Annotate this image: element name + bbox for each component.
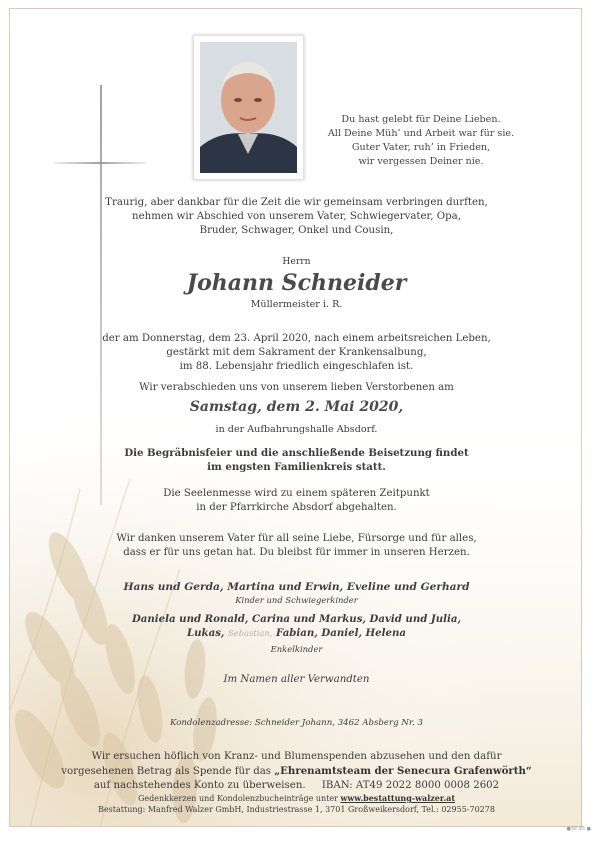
footer: Gedenkkerzen und Kondolenzbucheinträge unter www.bestattung-walzer.at Bestattung: Manfred Walzer GmbH, Industriestrasse 1, 3701 Großweikersdorf, Tel.: 02955-70278 xyxy=(10,793,582,815)
grandchild-name: Lukas, xyxy=(186,627,225,639)
thanks-text: Wir danken unserem Vater für all seine Liebe, Fürsorge und für alles, dass er für uns getan hat. Du bleibst für immer in unseren Herzen. xyxy=(116,533,477,558)
intro-text: Traurig, aber dankbar für die Zeit die wir gemeinsam verbringen durften, nehmen wir Abschied von unserem Vater, Schwiegervater, Opa, Bruder, Schwager, Onkel und Cousin, xyxy=(105,197,488,236)
farewell-text: Wir verabschieden uns von unserem lieben Verstorbenen am xyxy=(139,382,454,393)
print-code: ●SP 95 ● xyxy=(566,826,591,832)
website-link[interactable]: www.bestattung-walzer.at xyxy=(340,793,456,803)
grandchild-name: Fabian, Daniel, Helena xyxy=(276,627,407,639)
children-label: Kinder und Schwiegerkinder xyxy=(235,595,358,605)
poem-line: All Deine Müh’ und Arbeit war für sie. xyxy=(327,128,515,139)
obituary-page xyxy=(9,8,582,827)
grandchild-name-faded: Sebastian, xyxy=(228,628,273,638)
grandchildren-names: Daniela und Ronald, Carina und Markus, David und Julia, Lukas, Sebastian, Fabian, Daniel, Helena xyxy=(131,613,462,639)
salutation: Herrn xyxy=(282,256,311,267)
mass-notice: Die Seelenmesse wird zu einem späteren Zeitpunkt in der Pfarrkirche Absdorf abgehalten. xyxy=(163,488,430,513)
memorial-poem xyxy=(326,113,516,169)
farewell-place: in der Aufbahrungshalle Absdorf. xyxy=(215,424,378,435)
poem-line: Du hast gelebt für Deine Lieben. xyxy=(341,114,501,125)
condolence-address: Kondolenzadresse: Schneider Johann, 3462 Absberg Nr. 3 xyxy=(170,718,423,728)
iban: IBAN: AT49 2022 8000 0008 2602 xyxy=(321,780,500,791)
cross-horizontal-bar xyxy=(54,162,146,164)
children-names: Hans und Gerda, Martina und Erwin, Eveline und Gerhard xyxy=(123,581,470,593)
death-notice: der am Donnerstag, dem 23. April 2020, nach einem arbeitsreichen Leben, gestärkt mit dem Sakrament der Krankensalbung, im 88. Lebensjahr friedlich eingeschlafen ist. xyxy=(102,333,491,372)
donation-recipient: „Ehrenamtsteam der Senecura Grafenwörth“ xyxy=(274,765,532,777)
poem-line: Guter Vater, ruh’ in Frieden, xyxy=(351,142,491,153)
farewell-date: Samstag, dem 2. Mai 2020, xyxy=(189,399,404,415)
relatives-text: Im Namen aller Verwandten xyxy=(223,674,370,685)
funeral-notice: Die Begräbnisfeier und die anschließende Beisetzung findet im engsten Familienkreis statt. xyxy=(124,447,469,473)
grandchildren-label: Enkelkinder xyxy=(270,644,323,654)
poem-line: wir vergessen Deiner nie. xyxy=(358,156,484,167)
undertaker-address: Bestattung: Manfred Walzer GmbH, Industriestrasse 1, 3701 Großweikersdorf, Tel.: 02955-70278 xyxy=(98,805,495,814)
deceased-name: Johann Schneider xyxy=(186,270,407,296)
portrait-photo xyxy=(193,35,304,180)
occupation: Müllermeister i. R. xyxy=(250,299,343,310)
donation-notice: Wir ersuchen höflich von Kranz- und Blumenspenden abzusehen und den dafür vorgesehenen Betrag als Spende für das „Ehrenamtsteam der Senecura Grafenwörth“ auf nachstehendes Konto zu überweisen. IBAN: AT49 2022 8000 0008 2602 xyxy=(61,751,532,791)
